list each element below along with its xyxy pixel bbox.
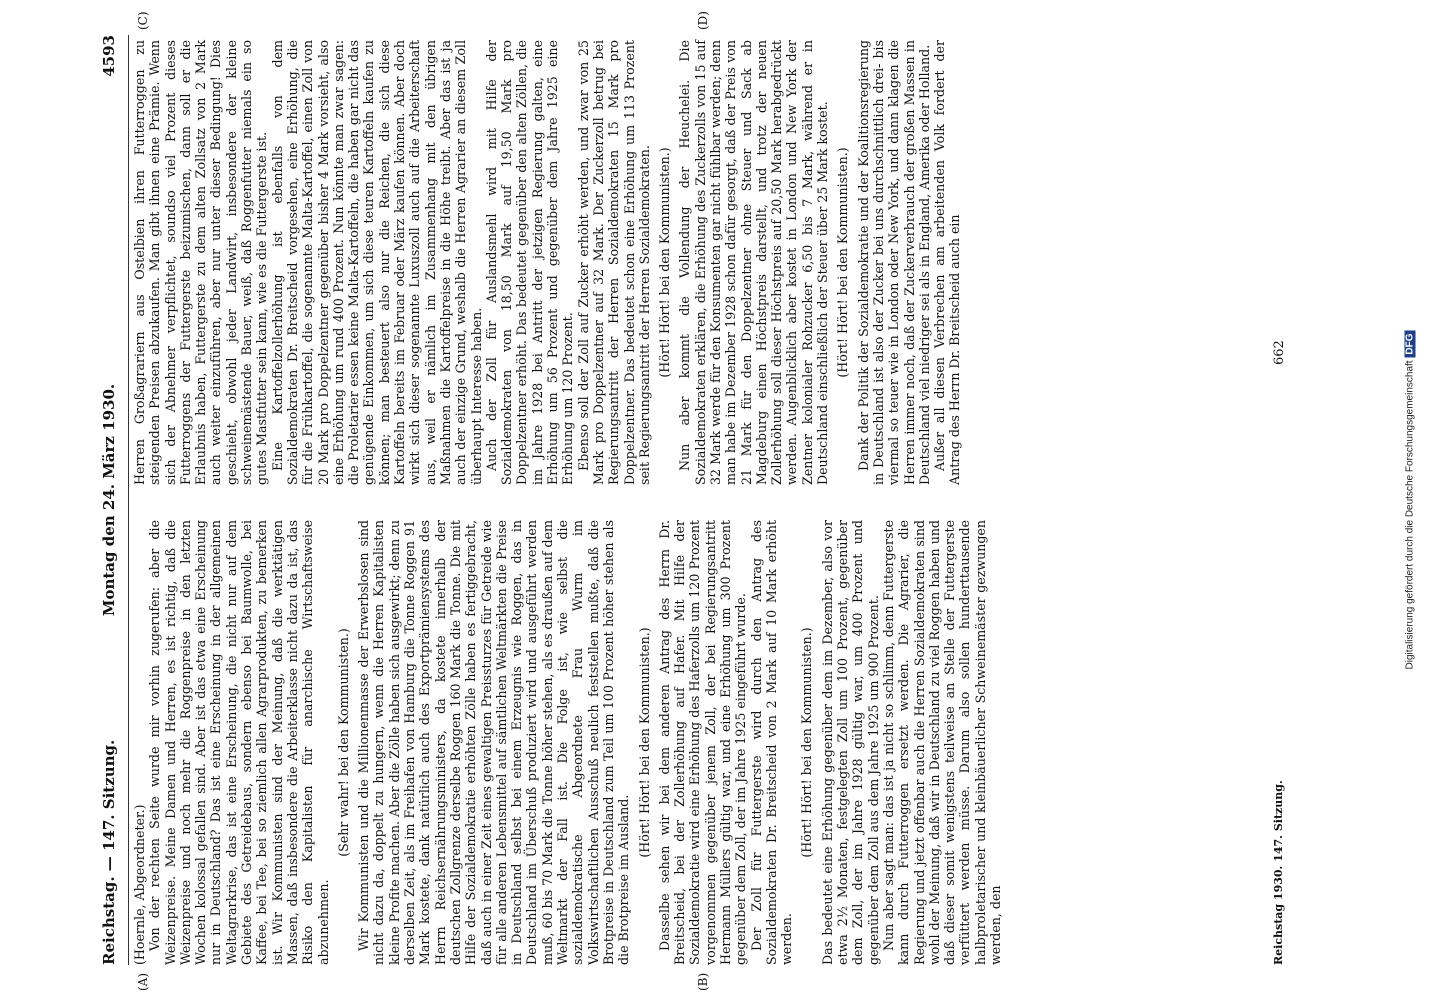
interjection: (Hört! Hört! bei den Kommunisten.) (799, 627, 815, 858)
scanned-page (96, 11, 1306, 991)
paragraph: Außer all diesen Verbrechen am arbeitenden Volk fordert der Antrag des Herrn Dr. Breitscheid auch ein (932, 40, 963, 485)
paragraph: Herren Großagrariern aus Ostelbien ihren Futterroggen zu steigenden Preisen abzukaufen. Man gibt ihnen eine Prämie. Wenn sich der Abnehmer verpflichtet, soundso viel Prozent dieses Futterroggens der Futtergerste beizumischen, dann soll er die Erlaubnis haben, Futtergerste zu dem alten Zollsatz von 2 Mark auch weiter einzuführen, aber nur unter dieser Bedingung! Dies geschieht, obwohl jeder Landwirt, insbesondere der kleine schweinemästende Bauer, weiß, daß Roggenfutter niemals ein so gutes Mastfutter sein kann, wie es die Futtergerste ist. (132, 40, 270, 485)
interjection: (Hört! Hört! bei den Kommunisten.) (835, 147, 851, 378)
paragraph: Eine Kartoffelzollerhöhung ist ebenfalls von dem Sozialdemokraten Dr. Breitscheid vorgesehen, eine Erhöhung, die für die Frühkartoffel, die sogenannte Malta-Kartoffel, einen Zoll von 20 Mark pro Doppelzentner gegenüber bisher 4 Mark vorsieht, also eine Erhöhung um rund 400 Prozent. Nun könnte man zwar sagen: die Proletarier essen keine Malta-Kartoffeln, die haben gar nicht das genügende Einkommen, um sich diese teuren Kartoffeln kaufen zu können; man besteuert also nur die Reichen, die sich diese Kartoffeln bereits im Februar oder März kaufen können. Aber doch wirkt sich dieser sogenannte Luxuszoll auch auf die Arbeiterschaft aus, weil er nämlich im Zusammenhang mit den übrigen Maßnahmen die Kartoffelpreise in die Höhe treibt. Aber das ist ja auch der einzige Grund, weshalb die Herren Agrarier an diesem Zoll überhaupt Interesse haben. (269, 40, 484, 485)
paragraph: Ebenso soll der Zoll auf Zucker erhöht werden, und zwar von 25 Mark pro Doppelzentner auf 32 Mark. Der Zuckerzoll betrug bei Regierungsantritt der Herren Sozialdemokraten 15 Mark pro Doppelzentner. Das bedeutet schon eine Erhöhung um 113 Prozent seit Regierungsantritt der Herren Sozialdemokraten. (575, 40, 652, 485)
right-column (132, 40, 963, 485)
left-column (132, 520, 1003, 965)
side-note-text: Digitalisierung gefördert durch die Deutsche Forschungsgemeinschaft (1404, 360, 1416, 670)
margin-mark-a: (A) (136, 972, 150, 991)
margin-mark-c: (C) (136, 11, 150, 30)
interjection: (Hört! Hört! bei den Kommunisten.) (636, 627, 652, 858)
header-date: Montag den 24. März 1930. (100, 383, 118, 617)
dfg-logo: DFG (1405, 331, 1416, 358)
footer-page-code: 662 (1272, 340, 1287, 365)
header-left: Reichstag. — 147. Sitzung. (100, 739, 118, 965)
dfg-side-note (1405, 331, 1416, 670)
footer-left: Reichstag 1930. 147. Sitzung. (1272, 780, 1285, 965)
paragraph: (Hoernle, Abgeordneter.) (132, 804, 147, 965)
page-header (96, 35, 126, 965)
paragraph: Wir Kommunisten und die Millionenmasse der Erwerbslosen sind nicht dazu da, doppelt zu hungern, wenn die Herren Kapitalisten kleine Profite machen. Aber die Zölle haben sich ausgewirkt; denn zu derselben Zeit, als im Freihafen von Hamburg die Tonne Roggen 91 Mark kostete, dank natürlich auch des Exportprämiensystems des Herrn Reichsernährungsministers, da kostete innerhalb der deutschen Zollgrenze derselbe Roggen 160 Mark die Tonne. Die mit Hilfe der Sozialdemokratie erhöhten Zölle haben es fertiggebracht, daß auch in einer Zeit eines gewaltigen Preissturzes für Getreide wie für alle anderen Lebensmittel auf sämtlichen Weltmärkten die Preise in Deutschland selbst bei einem Erzeugnis wie Roggen, das in Deutschland im Überschuß produziert wird und ausgeführt werden muß, 60 bis 70 Mark die Tonne höher stehen, als es draußen auf dem Weltmarkt der Fall ist. Die Folge ist, wie selbst die sozialdemokratische Abgeordnete Frau Wurm im Volkswirtschaftlichen Ausschuß neulich feststellen mußte, daß die Brotpreise in Deutschland zum Teil um 100 Prozent höher stehen als die Brotpreise im Ausland. (356, 520, 632, 965)
paragraph: Auch der Zoll für Auslandsmehl wird mit Hilfe der Sozialdemokraten von 18,50 Mark auf 19,50 Mark pro Doppelzentner erhöht. Das bedeutet gegenüber den alten Zöllen, die im Jahre 1928 bei Antritt der jetzigen Regierung galten, eine Erhöhung um 56 Prozent und gegenüber dem Jahre 1925 eine Erhöhung um 120 Prozent. (483, 40, 576, 485)
paragraph: Dasselbe sehen wir bei dem anderen Antrag des Herrn Dr. Breitscheid, bei der Zollerhöhung auf Hafer. Mit Hilfe der Sozialdemokratie wird eine Erhöhung des Haferzolls um 120 Prozent vorgenommen gegenüber jenem Zoll, der bei Regierungsantritt Hermann Müllers gültig war, und eine Erhöhung um 300 Prozent gegenüber dem Zoll, der im Jahre 1925 eingeführt wurde. (656, 520, 749, 965)
header-rule (128, 35, 129, 965)
interjection: (Hört! Hört! bei den Kommunisten.) (657, 147, 673, 378)
paragraph: Das bedeutet eine Erhöhung gegenüber dem im Dezember, also vor etwa 2½ Monaten, festgelegten Zoll um 100 Prozent, gegenüber dem Zoll, der im Jahre 1928 gültig war, um 400 Prozent und gegenüber dem Zoll aus dem Jahre 1925 um 900 Prozent. (819, 520, 881, 965)
page-number: 4593 (100, 35, 118, 77)
paragraph: Von der rechten Seite wurde mir vorhin zugerufen: aber die Weizenpreise. Meine Damen und Herren, es ist richtig, daß die Weizenpreise und noch mehr die Roggenpreise in den letzten Wochen kolossal gefallen sind. Aber ist das etwa eine Erscheinung nur in Deutschland? Das ist eine Erscheinung in der allgemeinen Weltagrarkrise, das ist eine Erscheinung, die nicht nur auf dem Gebiete des Getreidebaus, sondern ebenso bei Baumwolle, bei Kaffee, bei Tee, bei so ziemlich allen Agrarprodukten, zu bemerken ist. Wir Kommunisten sind der Meinung, daß die werktätigen Massen, daß insbesondere die Arbeiterklasse nicht dazu da ist, das Risiko den Kapitalisten für anarchische Wirtschaftsweise abzunehmen. (147, 520, 331, 965)
margin-mark-b: (B) (696, 972, 710, 991)
paragraph: Nun aber kommt die Vollendung der Heuchelei. Die Sozialdemokraten erklären, die Erhöhung des Zuckerzolls von 15 auf 32 Mark werde für den Konsumenten gar nicht fühlbar werden; denn man habe im Dezember 1928 schon dafür gesorgt, daß der Preis von 21 Mark für den Doppelzentner ohne Steuer und Sack ab Magdeburg einen Höchstpreis darstellt, und trotz der neuen Zollerhöhung soll dieser Höchstpreis auf 20,50 Mark herabgedrückt werden. Augenblicklich aber kostet in London und New York der Zentner kolonialer Rohzucker 6,50 bis 7 Mark, während er in Deutschland einschließlich der Steuer über 25 Mark kostet. (677, 40, 831, 485)
interjection: (Sehr wahr! bei den Kommunisten.) (335, 628, 351, 857)
paragraph: Dank der Politik der Sozialdemokratie und der Koalitionsregierung in Deutschland ist also der Zucker bei uns durchschnittlich drei- bis viermal so teuer wie in London oder New York, und dann klagen die Herren immer noch, daß der Zuckerverbrauch der großen Massen in Deutschland viel niedriger sei als in England, Amerika oder Holland. (855, 40, 932, 485)
paragraph: Nun aber sagt man: das ist ja nicht so schlimm, denn Futtergerste kann durch Futterroggen ersetzt werden. Die Agrarier, die Regierung und jetzt offenbar auch die Herren Sozialdemokraten sind wohl der Meinung, daß wir in Deutschland zu viel Roggen haben und daß dieser somit wenigstens teilweise an Stelle der Futtergerste verfüttert werden müsse. Darum also sollen hunderttausende halbproletarischer und kleinbäuerlicher Schweinemäster gezwungen werden, den (880, 520, 1004, 965)
paragraph: Der Zoll für Futtergerste wird durch den Antrag des Sozialdemokraten Dr. Breitscheid von 2 Mark auf 10 Mark erhöht werden. (748, 520, 795, 965)
margin-mark-d: (D) (696, 11, 710, 30)
